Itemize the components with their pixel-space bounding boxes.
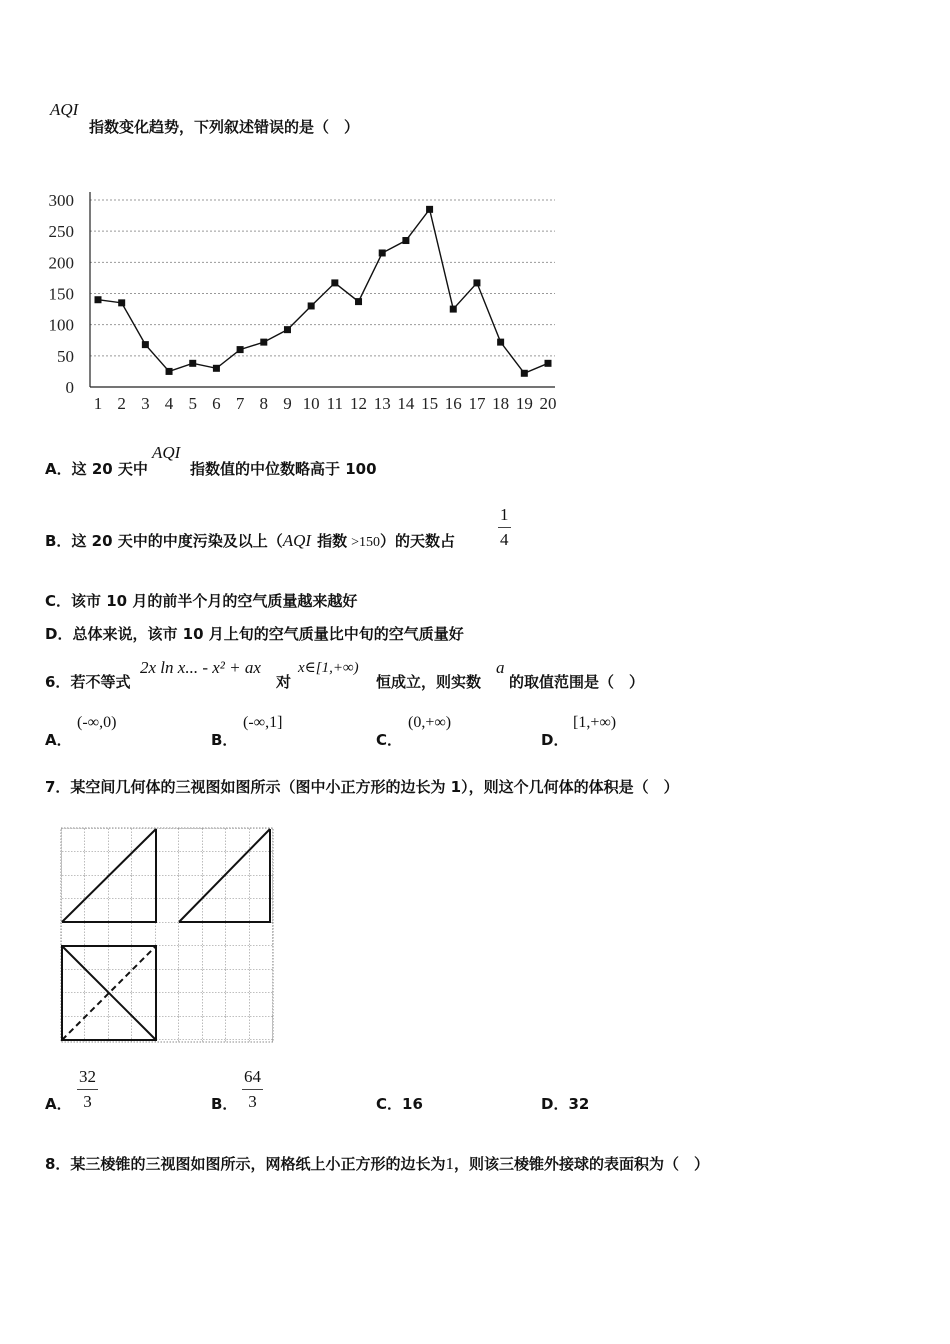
data-point	[284, 326, 291, 333]
aqi-math: AQI	[50, 100, 79, 119]
data-point	[166, 368, 173, 375]
q6-option-c-value: (0,+∞)	[408, 714, 452, 731]
q8-stem: 8．某三棱锥的三视图如图所示，网格纸上小正方形的边长为1，则该三棱锥外接球的表面积为（ ）	[45, 1154, 709, 1173]
x-tick-label: 8	[259, 394, 269, 413]
aqi-math: AQI	[282, 531, 312, 550]
q5-stem: 指数变化趋势，下列叙述错误的是（ ）	[89, 118, 360, 136]
q6-inequality: 2x ln x... - x² + ax	[140, 658, 261, 677]
option-label: A．	[45, 460, 72, 478]
option-label: B．	[45, 532, 72, 550]
data-point	[402, 237, 409, 244]
q7-option-b-value: 64 3	[244, 1067, 261, 1111]
y-tick-label: 100	[48, 315, 74, 335]
q5-option-b[interactable]: B．这 20 天中的中度污染及以上（AQI 指数 >150）的天数占	[45, 531, 456, 550]
q6-stem-part: 的取值范围是（ ）	[509, 673, 645, 691]
q5-option-a-text: 指数值的中位数略高于 100	[190, 460, 377, 478]
q6-stem-part: 对	[276, 673, 292, 691]
data-point	[189, 360, 196, 367]
three-view-diagram	[55, 822, 280, 1052]
data-point	[237, 346, 244, 353]
x-tick-label: 5	[188, 394, 197, 413]
q6-option-b-value: (-∞,1]	[243, 714, 283, 731]
q7-option-c[interactable]: C．16	[376, 1095, 423, 1113]
x-tick-label: 7	[235, 394, 245, 413]
q7-option-d[interactable]: D．32	[541, 1095, 590, 1113]
x-tick-label: 16	[444, 394, 462, 413]
data-point	[497, 339, 504, 346]
data-point	[213, 365, 220, 372]
q7-option-a-value: 32 3	[79, 1067, 96, 1111]
q6-domain: x∈[1,+∞)	[298, 660, 359, 676]
q7-stem: 7．某空间几何体的三视图如图所示（图中小正方形的边长为 1），则这个几何体的体积是（ ）	[45, 778, 679, 796]
y-tick-label: 300	[48, 191, 74, 210]
y-tick-label: 0	[65, 378, 74, 397]
data-point	[521, 370, 528, 377]
q5-option-a[interactable]: A．这 20 天中	[45, 460, 148, 478]
data-point	[473, 279, 480, 286]
data-point	[450, 306, 457, 313]
data-point	[545, 360, 552, 367]
data-point	[118, 299, 125, 306]
aqi-condition: >150	[351, 535, 381, 550]
q5-option-c[interactable]: C．该市 10 月的前半个月的空气质量越来越好	[45, 592, 358, 610]
q7-option-a-label[interactable]: A．	[45, 1095, 72, 1113]
q6-var-a: a	[496, 658, 505, 677]
data-point	[260, 339, 267, 346]
data-point	[308, 302, 315, 309]
q6-option-d-value: [1,+∞)	[573, 714, 617, 731]
x-tick-label: 2	[117, 394, 126, 413]
y-tick-label: 150	[48, 284, 74, 304]
data-point	[379, 249, 386, 256]
x-tick-label: 3	[141, 394, 150, 413]
x-tick-label: 20	[539, 394, 557, 413]
y-tick-label: 50	[57, 346, 74, 366]
q6-option-d[interactable]: D．	[541, 731, 569, 749]
q6-option-b[interactable]: B．	[211, 731, 238, 749]
x-tick-label: 11	[326, 394, 344, 413]
data-point	[331, 279, 338, 286]
y-tick-label: 250	[48, 222, 74, 242]
option-label: D．	[45, 625, 73, 643]
x-tick-label: 4	[164, 394, 174, 413]
q6-stem: 6．若不等式	[45, 673, 131, 691]
fraction-one-quarter: 1 4	[500, 505, 509, 549]
q5-option-d[interactable]: D．总体来说，该市 10 月上旬的空气质量比中旬的空气质量好	[45, 625, 464, 643]
x-tick-label: 10	[302, 394, 320, 413]
x-tick-label: 19	[515, 394, 533, 413]
data-point	[95, 296, 102, 303]
x-tick-label: 15	[421, 394, 439, 413]
data-point	[426, 206, 433, 213]
q7-option-b-label[interactable]: B．	[211, 1095, 238, 1113]
x-tick-label: 18	[492, 394, 510, 413]
aqi-series-line	[98, 209, 548, 373]
x-tick-label: 9	[283, 394, 292, 413]
x-tick-label: 6	[212, 394, 221, 413]
q6-option-a[interactable]: A．	[45, 731, 72, 749]
data-point	[355, 298, 362, 305]
x-tick-label: 17	[468, 394, 486, 413]
aqi-math: AQI	[152, 443, 181, 462]
y-tick-label: 200	[48, 253, 74, 273]
x-tick-label: 14	[397, 394, 415, 413]
aqi-line-chart	[40, 185, 570, 415]
data-point	[142, 341, 149, 348]
q6-option-a-value: (-∞,0)	[77, 714, 117, 731]
option-label: C．	[45, 592, 72, 610]
x-tick-label: 12	[350, 394, 368, 413]
q6-option-c[interactable]: C．	[376, 731, 403, 749]
q6-stem-part: 恒成立，则实数	[376, 673, 482, 691]
x-tick-label: 13	[373, 394, 391, 413]
x-tick-label: 1	[93, 394, 103, 413]
